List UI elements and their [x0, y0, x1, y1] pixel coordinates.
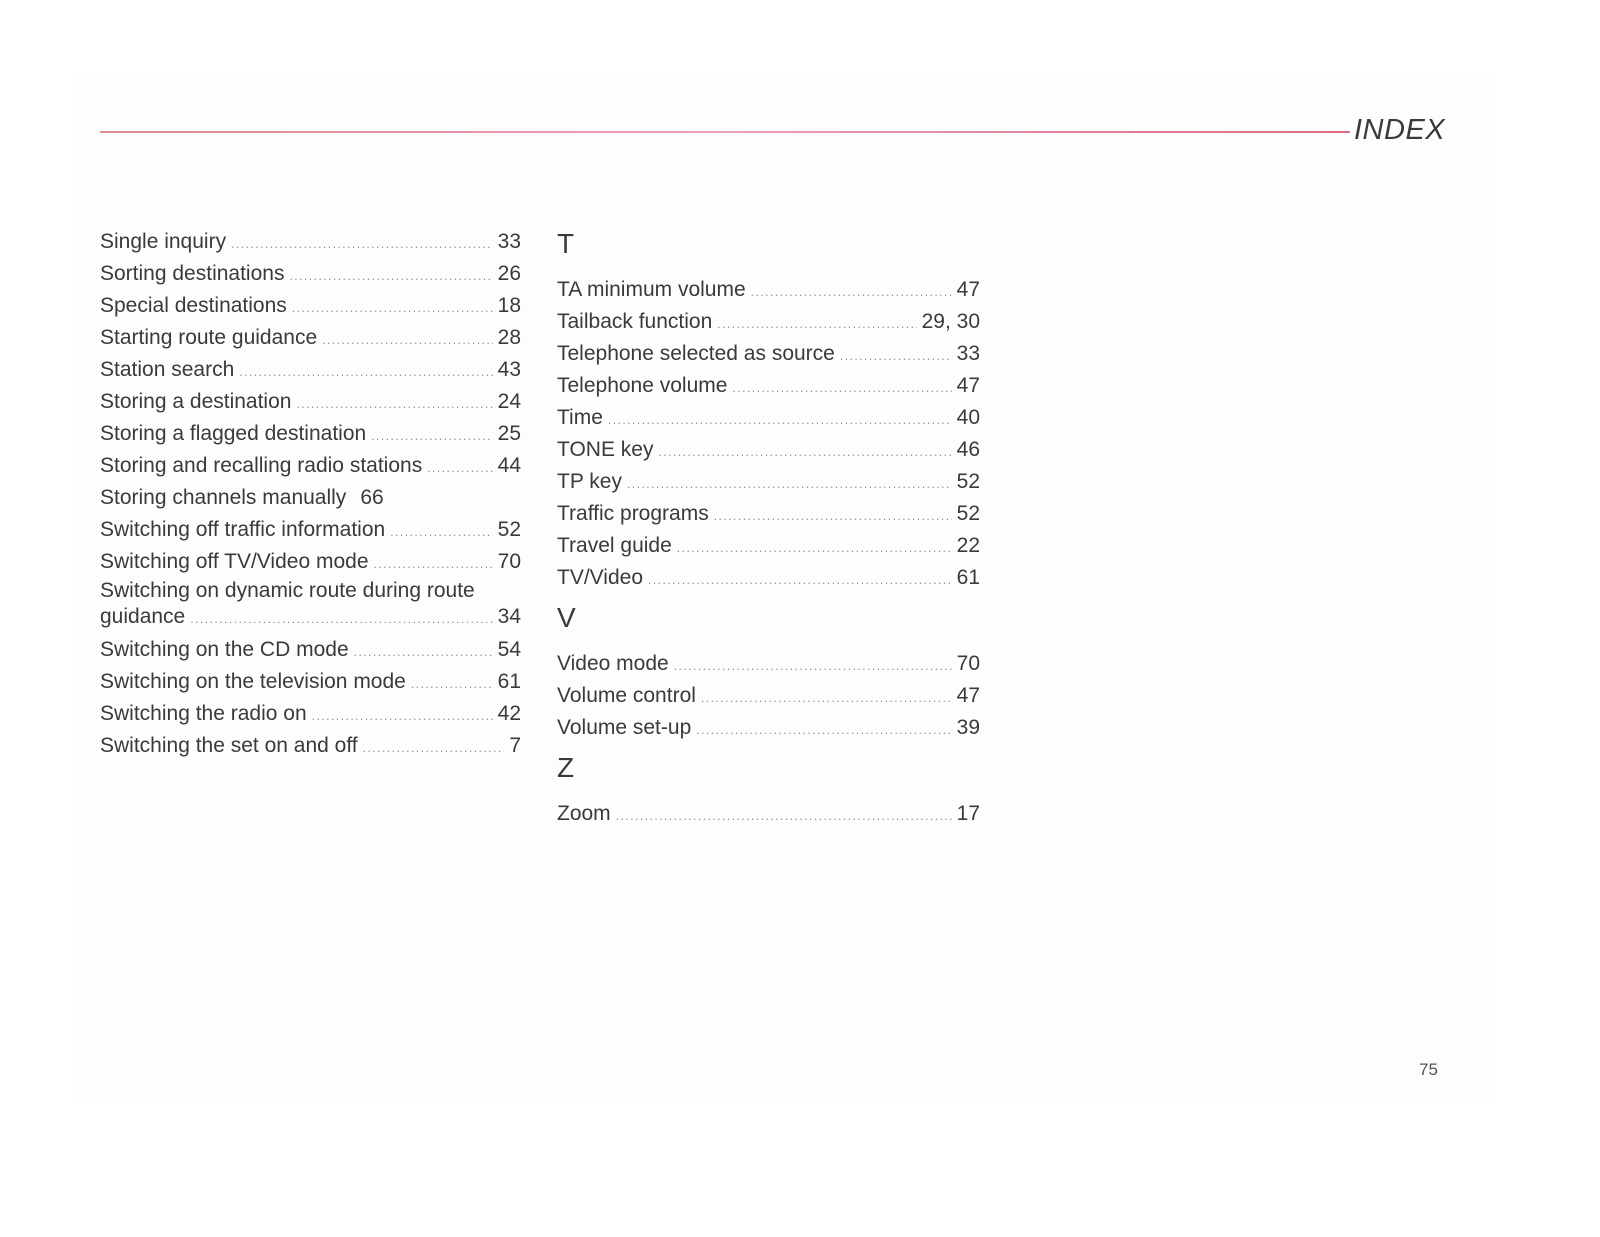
section-z-entries	[557, 798, 980, 830]
index-entry: Special destinations ..... 18	[100, 290, 521, 322]
index-entry: Storing channels manually 66	[100, 486, 384, 509]
index-entry: Switching on the television mode ..... 61	[100, 666, 521, 698]
section-letter-t: T	[557, 228, 575, 259]
index-entry: Video mode ..... 70	[557, 648, 980, 680]
index-entry: Traffic programs ..... 52	[557, 498, 980, 530]
index-entry: Switching off traffic information ..... 52	[100, 514, 521, 546]
index-entry: TV/Video ..... 61	[557, 562, 980, 594]
index-column-right	[557, 226, 980, 830]
index-entry: Switching the set on and off ..... 7	[100, 730, 521, 762]
section-v-entries	[557, 648, 980, 744]
index-entry: Volume control ..... 47	[557, 680, 980, 712]
index-entry: Volume set-up ..... 39	[557, 712, 980, 744]
page-title: INDEX	[1354, 114, 1446, 146]
section-letter-v: V	[557, 602, 576, 633]
index-entry: Storing a destination ..... 24	[100, 386, 521, 418]
index-entry: TA minimum volume ..... 47	[557, 274, 980, 306]
index-entry: Storing a flagged destination ..... 25	[100, 418, 521, 450]
section-letter-z: Z	[557, 752, 575, 783]
index-entry: Switching off TV/Video mode ..... 70	[100, 546, 521, 578]
index-entry: Storing and recalling radio stations ..... 44	[100, 450, 521, 482]
index-entry: TONE key ..... 46	[557, 434, 980, 466]
index-entry: Sorting destinations ..... 26	[100, 258, 521, 290]
index-entry: Tailback function ..... 29, 30	[557, 306, 980, 338]
index-entry: Zoom ..... 17	[557, 798, 980, 830]
index-entry: Telephone selected as source ..... 33	[557, 338, 980, 370]
index-entry: Starting route guidance ..... 28	[100, 322, 521, 354]
index-entry: Switching the radio on ..... 42	[100, 698, 521, 730]
page-number: 75	[1419, 1060, 1438, 1079]
index-column-left	[100, 226, 521, 762]
index-entry: Switching on the CD mode ..... 54	[100, 634, 521, 666]
index-entry: TP key ..... 52	[557, 466, 980, 498]
index-entry: Telephone volume ..... 47	[557, 370, 980, 402]
header-rule	[100, 131, 1350, 133]
section-t-entries	[557, 274, 980, 594]
index-entry: Station search ..... 43	[100, 354, 521, 386]
index-entry: Time ..... 40	[557, 402, 980, 434]
index-entry: Travel guide ..... 22	[557, 530, 980, 562]
index-entry: Switching on dynamic route during route guidance ..... 34	[100, 578, 521, 634]
index-entry: Single inquiry ..... 33	[100, 226, 521, 258]
